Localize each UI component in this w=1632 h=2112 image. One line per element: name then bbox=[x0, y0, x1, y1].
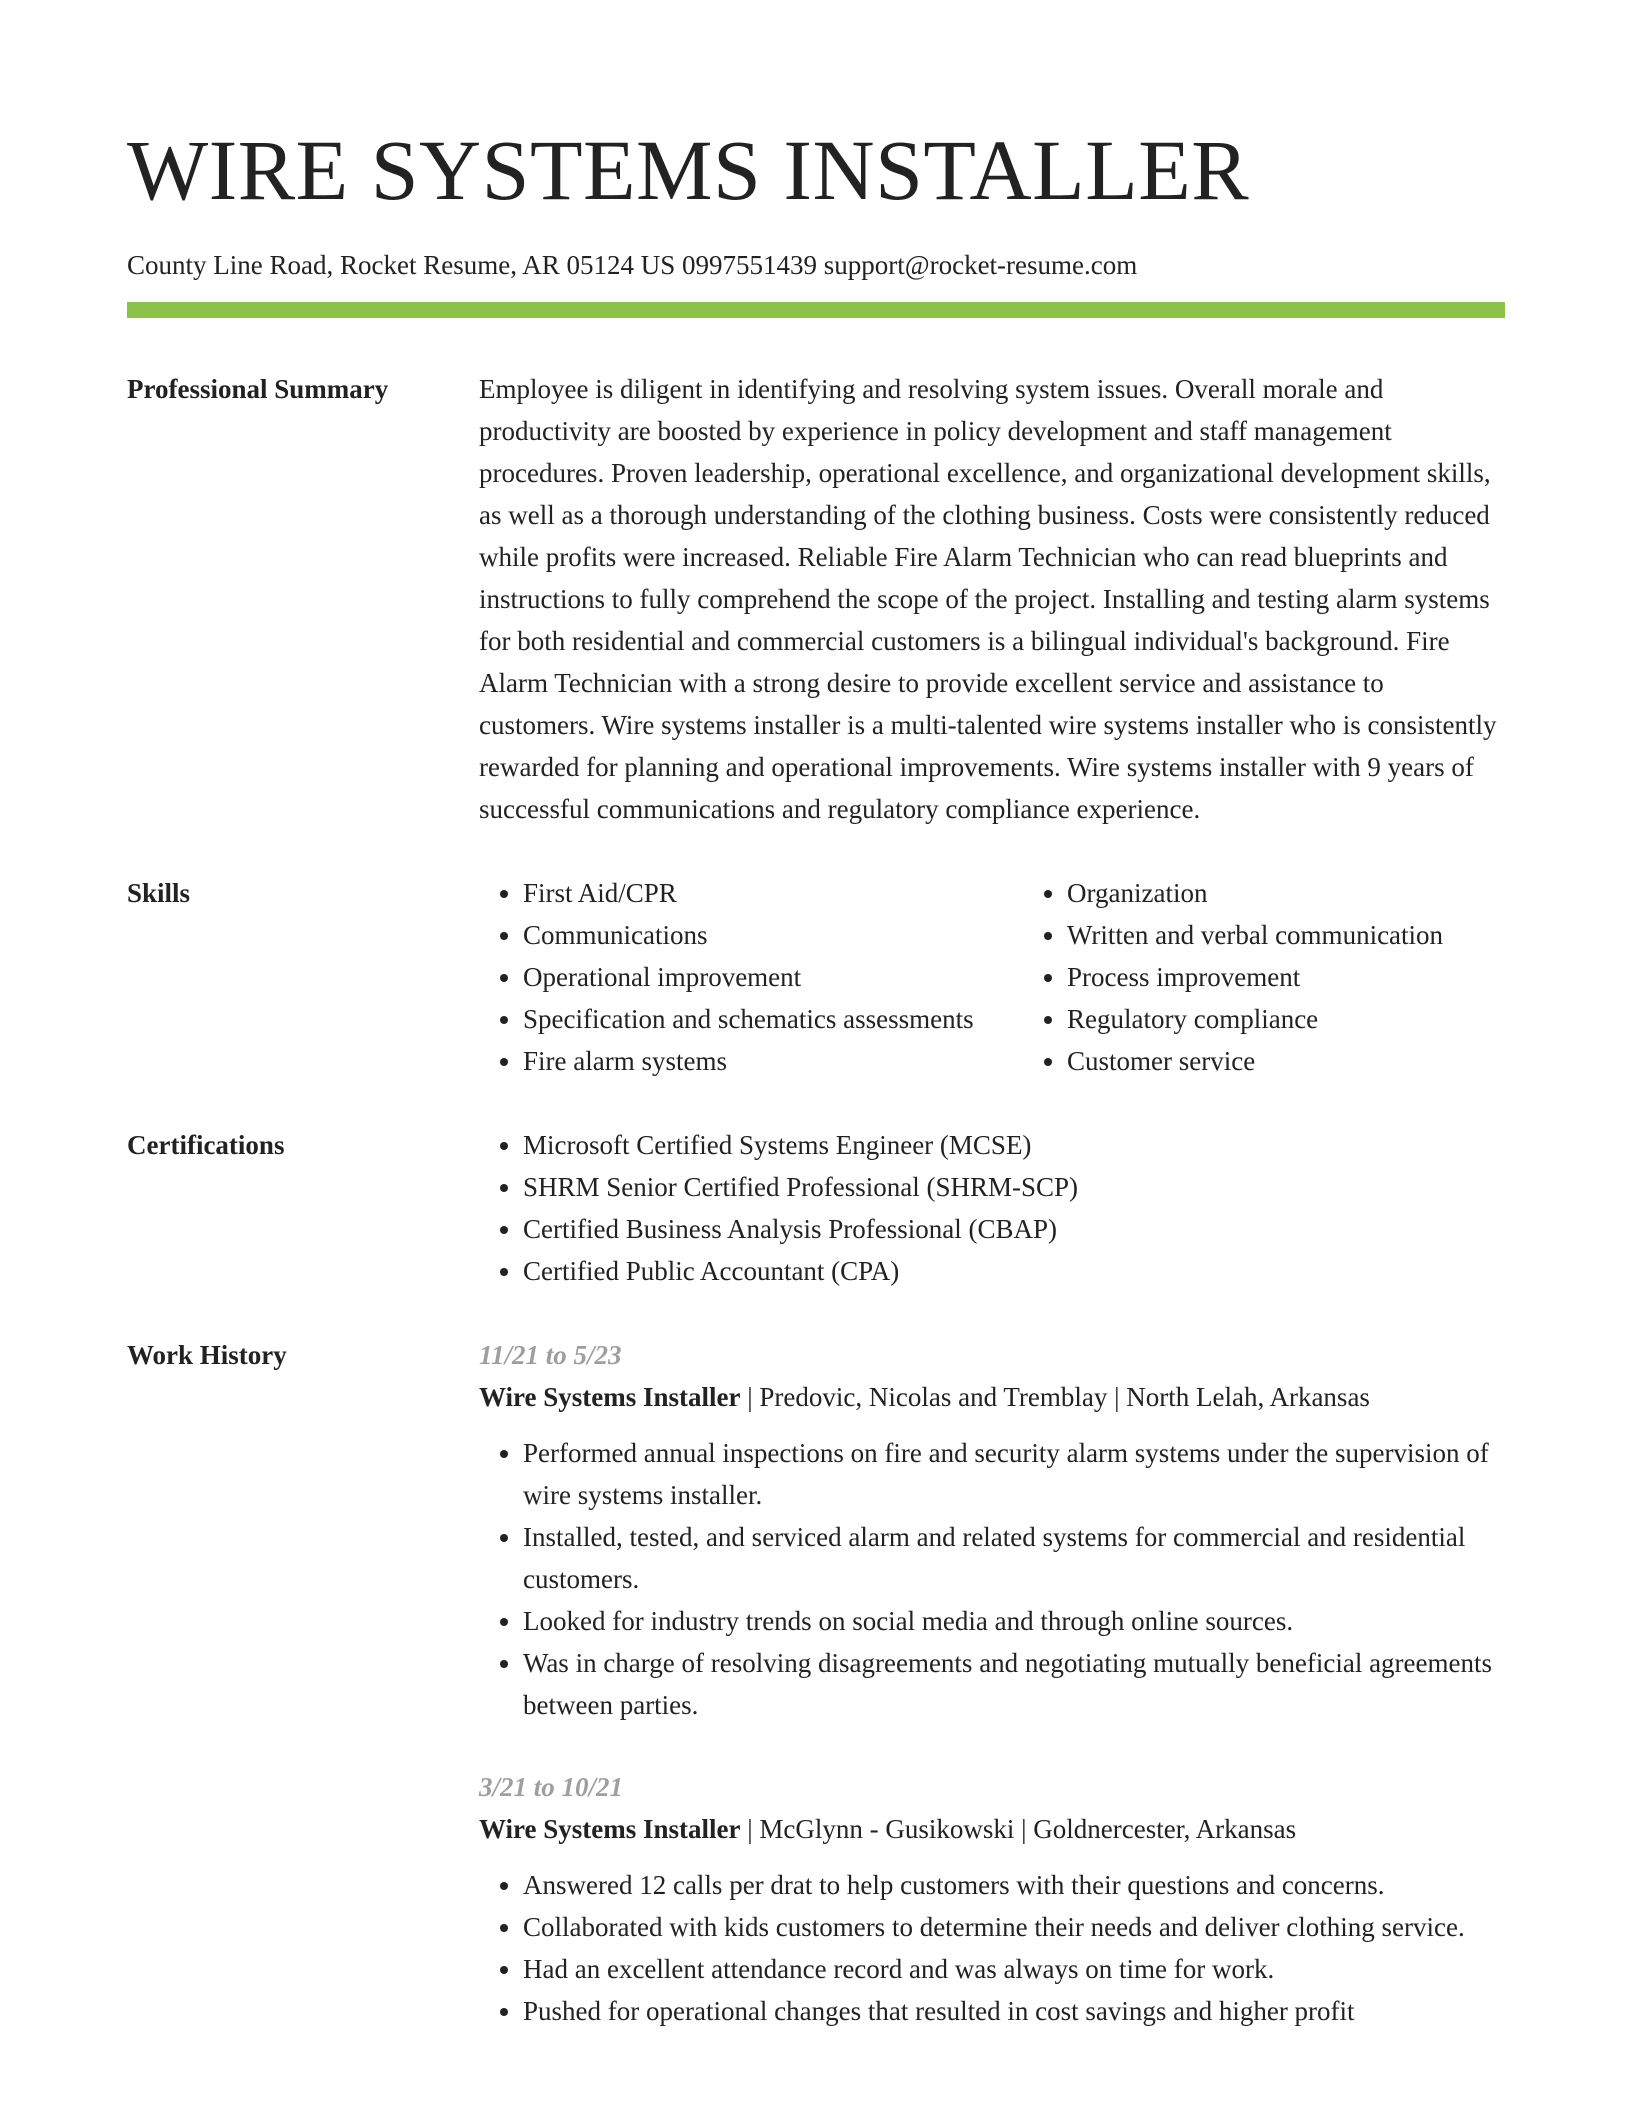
summary-body bbox=[479, 368, 1505, 830]
section-label-certifications: Certifications bbox=[127, 1130, 285, 1160]
job-bullets bbox=[479, 1432, 1505, 1726]
resume-page bbox=[127, 0, 1505, 2072]
skill-item: • Operational improvement bbox=[523, 956, 983, 998]
job-employer-location: | McGlynn - Gusikowski | Goldnercester, Arkansas bbox=[740, 1814, 1297, 1844]
job-bullets bbox=[479, 1864, 1505, 2032]
section-skills bbox=[127, 872, 1505, 1082]
section-label-skills: Skills bbox=[127, 878, 191, 908]
section-label-work-history: Work History bbox=[127, 1340, 287, 1370]
job-title-line bbox=[479, 1376, 1505, 1418]
skill-item: • Written and verbal communication bbox=[1067, 914, 1567, 956]
skill-item: • First Aid/CPR bbox=[523, 872, 983, 914]
work-history-body bbox=[479, 1334, 1505, 2072]
skills-body bbox=[479, 872, 1567, 1082]
job-title: Wire Systems Installer bbox=[479, 1382, 741, 1412]
section-professional-summary bbox=[127, 368, 1505, 830]
job-entry bbox=[479, 1334, 1505, 1726]
contact-line: County Line Road, Rocket Resume, AR 05124 US 0997551439 support@rocket-resume.com bbox=[127, 250, 1138, 280]
skill-item: • Customer service bbox=[1067, 1040, 1567, 1082]
job-employer-location: | Predovic, Nicolas and Tremblay | North Lelah, Arkansas bbox=[740, 1382, 1370, 1412]
job-bullet: • Answered 12 calls per drat to help customers with their questions and concerns. bbox=[523, 1864, 1505, 1906]
job-bullet: • Looked for industry trends on social media and through online sources. bbox=[523, 1600, 1505, 1642]
job-dates: 11/21 to 5/23 bbox=[479, 1340, 622, 1370]
certifications-list bbox=[479, 1124, 1505, 1292]
skill-item: • Organization bbox=[1067, 872, 1567, 914]
skill-item: • Process improvement bbox=[1067, 956, 1567, 998]
job-bullet: • Pushed for operational changes that resulted in cost savings and higher profit bbox=[523, 1990, 1505, 2032]
job-bullet: • Installed, tested, and serviced alarm and related systems for commercial and residential customers. bbox=[523, 1516, 1505, 1600]
job-title-line bbox=[479, 1808, 1505, 1850]
skills-list-left bbox=[479, 872, 983, 1082]
summary-text: Employee is diligent in identifying and resolving system issues. Overall morale and productivity are boosted by experience in policy development and staff management procedures. Proven leadership, operational excellence, and organizational development skills, as well as a thorough understanding of the clothing business. Costs were consistently reduced while profits were increased. Reliable Fire Alarm Technician who can read blueprints and instructions to fully comprehend the scope of the project. Installing and testing alarm systems for both residential and commercial customers is a bilingual individual's background. Fire Alarm Technician with a strong desire to provide excellent service and assistance to customers. Wire systems installer is a multi-talented wire systems installer who is consistently rewarded for planning and operational improvements. Wire systems installer with 9 years of successful communications and regulatory compliance experience. bbox=[479, 374, 1497, 824]
skill-item: • Fire alarm systems bbox=[523, 1040, 983, 1082]
header-divider bbox=[127, 302, 1505, 318]
job-dates: 3/21 to 10/21 bbox=[479, 1772, 624, 1802]
skill-item: • Specification and schematics assessments bbox=[523, 998, 983, 1040]
certification-item: • Certified Business Analysis Professional (CBAP) bbox=[523, 1208, 1505, 1250]
section-certifications bbox=[127, 1124, 1505, 1292]
section-label-summary: Professional Summary bbox=[127, 374, 389, 404]
certification-item: • Microsoft Certified Systems Engineer (MCSE) bbox=[523, 1124, 1505, 1166]
job-entry bbox=[479, 1766, 1505, 2032]
job-bullet: • Had an excellent attendance record and was always on time for work. bbox=[523, 1948, 1505, 1990]
certification-item: • Certified Public Accountant (CPA) bbox=[523, 1250, 1505, 1292]
job-bullet: • Was in charge of resolving disagreements and negotiating mutually beneficial agreements between parties. bbox=[523, 1642, 1505, 1726]
skill-item: • Regulatory compliance bbox=[1067, 998, 1567, 1040]
resume-title: WIRE SYSTEMS INSTALLER bbox=[127, 122, 1250, 218]
skills-list-right bbox=[1023, 872, 1567, 1082]
certifications-body bbox=[479, 1124, 1505, 1292]
section-work-history bbox=[127, 1334, 1505, 2072]
job-bullet: • Performed annual inspections on fire and security alarm systems under the supervision of wire systems installer. bbox=[523, 1432, 1505, 1516]
skill-item: • Communications bbox=[523, 914, 983, 956]
certification-item: • SHRM Senior Certified Professional (SHRM-SCP) bbox=[523, 1166, 1505, 1208]
job-bullet: • Collaborated with kids customers to determine their needs and deliver clothing service. bbox=[523, 1906, 1505, 1948]
job-title: Wire Systems Installer bbox=[479, 1814, 741, 1844]
